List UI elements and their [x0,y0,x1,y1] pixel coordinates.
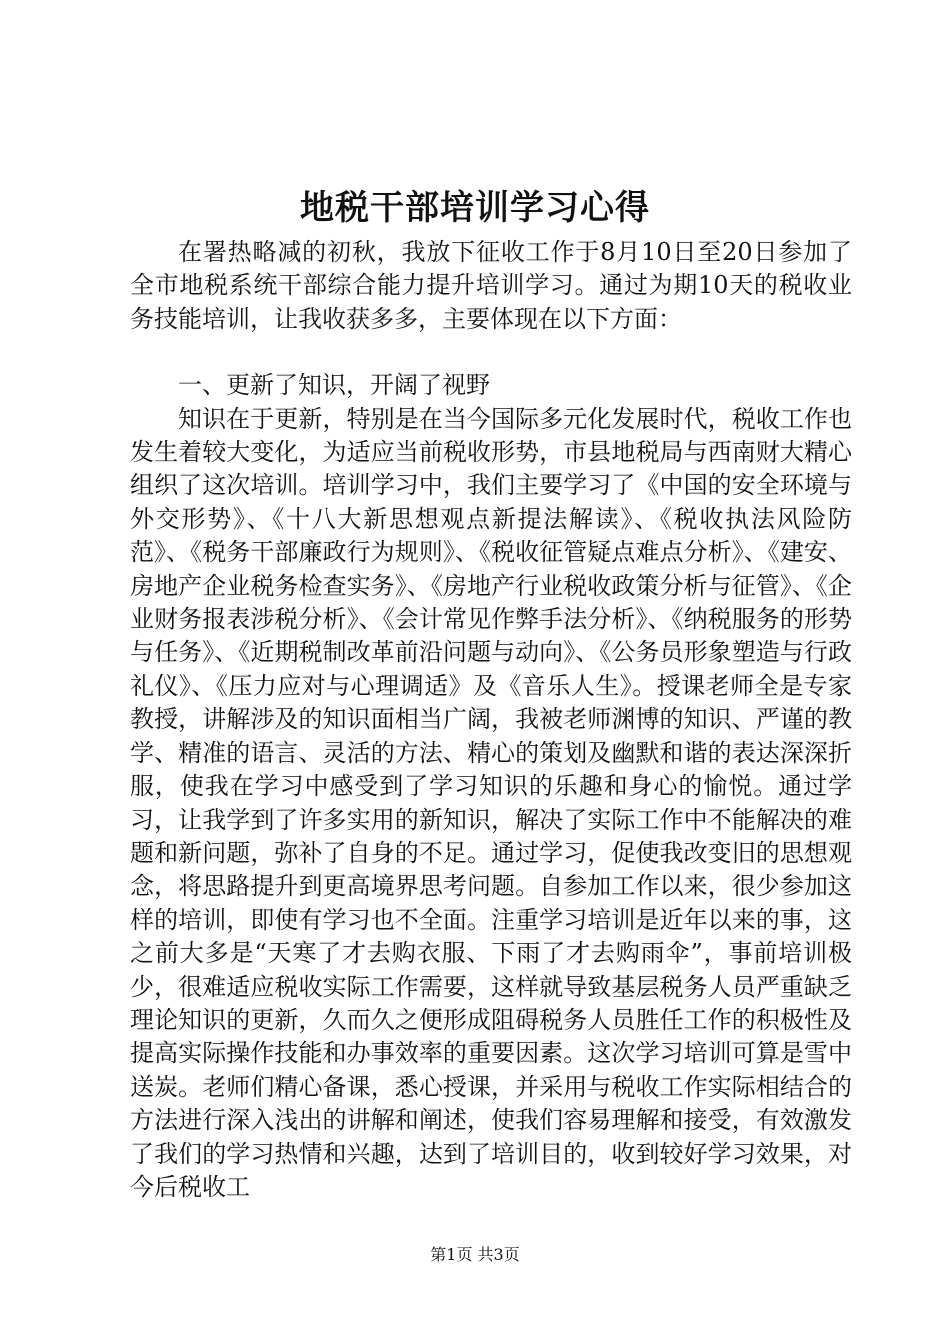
section-paragraph: 知识在于更新，特别是在当今国际多元化发展时代，税收工作也发生着较大变化，为适应当前税收形势，市县地税局与西南财大精心组织了这次培训。培训学习中，我们主要学习了《中国的安全环境与外交形势》、《十八大新思想观点新提法解读》、《税收执法风险防范》、《税务干部廉政行为规则》、《税收征管疑点难点分析》、《建安、房地产企业税务检查实务》、《房地产行业税收政策分析与征管》、《企业财务报表涉税分析》、《会计常见作弊手法分析》、《纳税服务的形势与任务》、《近期税制改革前沿问题与动向》、《公务员形象塑造与行政礼仪》、《压力应对与心理调适》及《音乐人生》。授课老师全是专家教授，讲解涉及的知识面相当广阔，我被老师渊博的知识、严谨的教学、精准的语言、灵活的方法、精心的策划及幽默和谐的表达深深折服，使我在学习中感受到了学习知识的乐趣和身心的愉悦。通过学习，让我学到了许多实用的新知识，解决了实际工作中不能解决的难题和新问题，弥补了自身的不足。通过学习，促使我改变旧的思想观念，将思路提升到更高境界思考问题。自参加工作以来，很少参加这样的培训，即使有学习也不全面。注重学习培训是近年以来的事，这之前大多是“天寒了才去购衣服、下雨了才去购雨伞”，事前培训极少，很难适应税收实际工作需要，这样就导致基层税务人员严重缺乏理论知识的更新，久而久之便形成阻碍税务人员胜任工作的积极性及提高实际操作技能和办事效率的重要因素。这次学习培训可算是雪中送炭。老师们精心备课，悉心授课，并采用与税收工作实际相结合的方法进行深入浅出的讲解和阐述，使我们容易理解和接受，有效激发了我们的学习热情和兴趣，达到了培训目的，收到较好学习效果，对今后税收工 [130,404,852,1201]
intro-paragraph: 在署热略减的初秋，我放下征收工作于8月10日至20日参加了全市地税系统干部综合能力提升培训学习。通过为期10天的税收业务技能培训，让我收获多多，主要体现在以下方面： [130,238,852,333]
page-footer: 第1页 共3页 [430,1245,520,1264]
document-title: 地税干部培训学习心得 [300,188,650,228]
document-body [130,236,852,1204]
section-heading: 一、更新了知识，开阔了视野 [178,371,490,400]
